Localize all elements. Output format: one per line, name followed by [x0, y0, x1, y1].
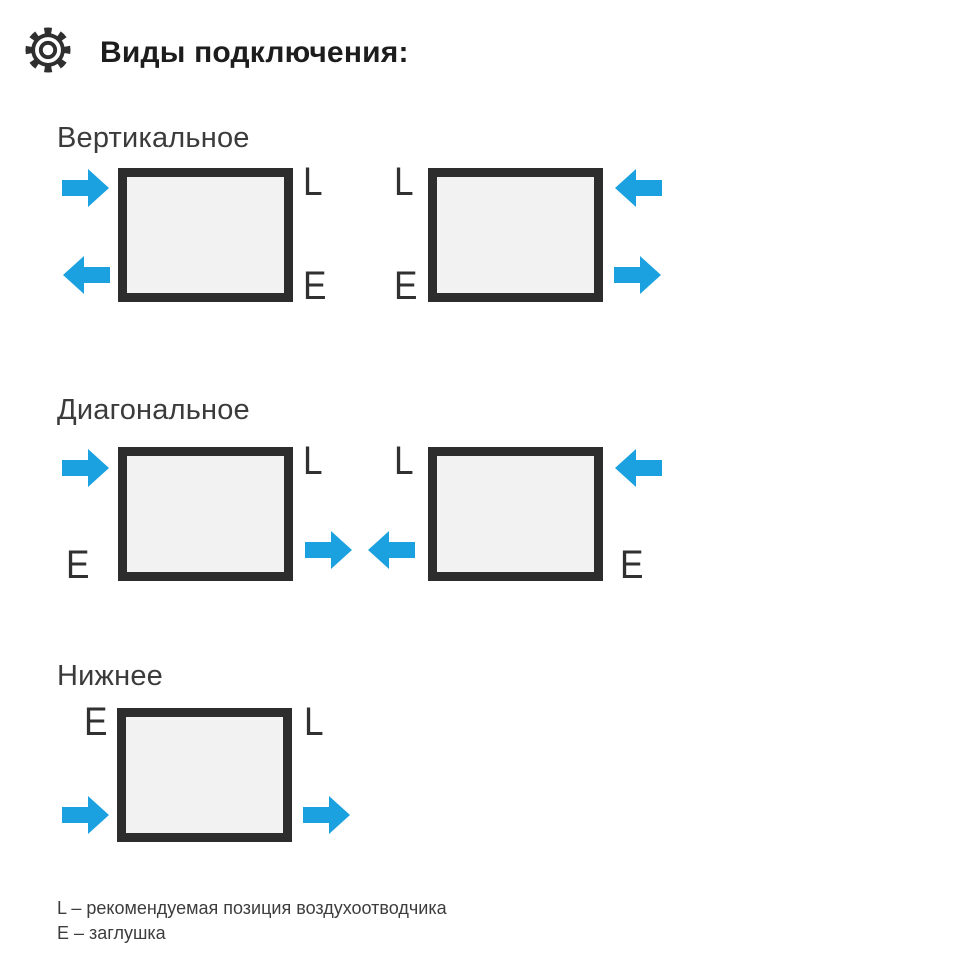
legend	[57, 896, 447, 946]
page-title: Виды подключения:	[100, 36, 409, 69]
section-title-bottom: Нижнее	[57, 660, 164, 692]
port-label-air-vent: L	[304, 700, 324, 744]
flow-arrow-left-icon	[614, 448, 662, 488]
flow-arrow-right-icon	[614, 255, 662, 295]
port-label-plug: E	[66, 543, 90, 587]
flow-arrow-right-icon	[62, 795, 110, 835]
flow-arrow-left-icon	[367, 530, 415, 570]
port-label-air-vent: L	[303, 160, 323, 204]
flow-arrow-right-icon	[303, 795, 351, 835]
flow-arrow-left-icon	[62, 255, 110, 295]
port-label-air-vent: L	[303, 439, 323, 483]
section-title-vertical: Вертикальное	[57, 122, 250, 154]
flow-arrow-right-icon	[305, 530, 353, 570]
port-label-plug: E	[620, 543, 644, 587]
legend-line-air-vent: L – рекомендуемая позиция воздухоотводчика	[57, 898, 447, 918]
port-label-plug: E	[303, 264, 327, 308]
radiator-box	[118, 168, 293, 302]
radiator-box	[428, 168, 603, 302]
flow-arrow-right-icon	[62, 168, 110, 208]
port-label-air-vent: L	[394, 439, 414, 483]
legend-line-plug: E – заглушка	[57, 923, 166, 943]
radiator-box	[117, 708, 292, 842]
flow-arrow-left-icon	[614, 168, 662, 208]
radiator-box	[118, 447, 293, 581]
gear-icon	[25, 27, 71, 73]
port-label-plug: E	[84, 700, 108, 744]
port-label-air-vent: L	[394, 160, 414, 204]
radiator-box	[428, 447, 603, 581]
section-title-diagonal: Диагональное	[57, 394, 250, 426]
port-label-plug: E	[394, 264, 418, 308]
flow-arrow-right-icon	[62, 448, 110, 488]
